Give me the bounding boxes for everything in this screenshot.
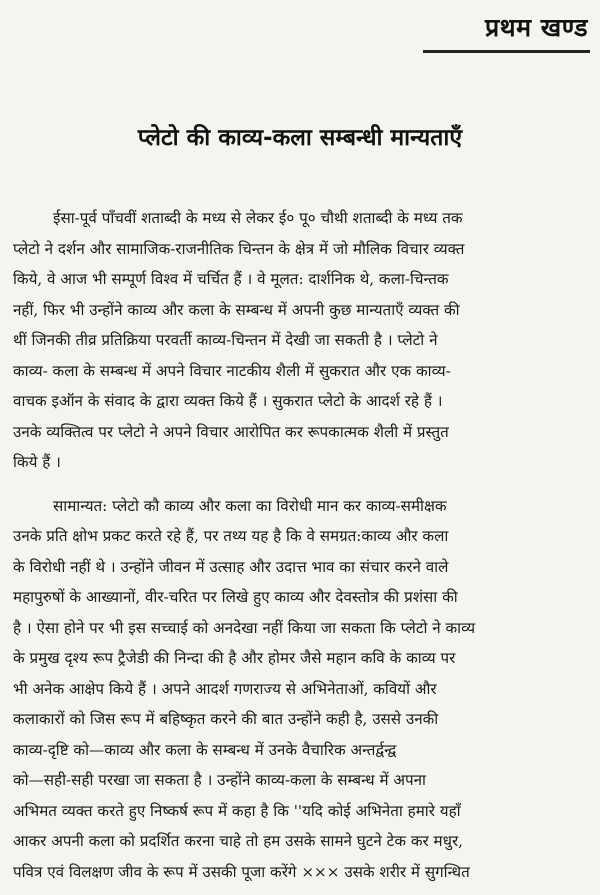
chapter-title: प्लेटो की काव्य-कला सम्बन्धी मान्यताएँ [137,125,463,151]
text-line: अभिमत व्यक्त करते हुए निष्कर्ष रूप में कहा है कि ''यदि कोई अभिनेता हमारे यहाँ [13,801,461,820]
section-divider [423,50,590,53]
paragraph-2 [13,491,585,888]
body-text [13,203,585,887]
text-line: वाचक इऑन के संवाद के द्वारा व्यक्त किये हैं । सुकरात प्लेटो के आदर्श रहे हैं । [13,392,443,410]
text-line: थीं जिनकी तीव्र प्रतिक्रिया परवर्ती काव्य-चिन्तन में देखी जा सकती है । प्लेटो ने [13,331,438,349]
text-line: के विरोधी नहीं थे । उन्होंने जीवन में उत्साह और उदात्त भाव का संचार करने वाले [13,557,449,576]
text-line: कलाकारों को जिस रूप में बहिष्कृत करने की बात उन्होंने कही है, उससे उनकी [13,710,439,728]
text-line: भी अनेक आक्षेप किये हैं । अपने आदर्श गणराज्य से अभिनेताओं, कवियों और [13,679,437,698]
text-line: आकर अपनी कला को प्रदर्शित करना चाहे तो हम उसके सामने घुटने टेक कर मधुर, [13,832,463,850]
text-line: किये, वे आज भी सम्पूर्ण विश्व में चर्चित हैं । वे मूलत: दार्शनिक थे, कला-चिन्तक [13,270,449,288]
text-line: सामान्यत: प्लेटो कौ काव्य और कला का विरोधी मान कर काव्य-समीक्षक [53,496,447,515]
paragraph-spacer [13,478,585,491]
text-line: ईसा-पूर्व पाँचवीं शताब्दी के मध्य से लेकर ई० पू० चौथी शताब्दी के मध्य तक [53,209,463,227]
text-line: है । ऐसा होने पर भी इस सच्चाई को अनदेखा नहीं किया जा सकता कि प्लेटो ने काव्य [13,618,476,637]
text-line: काव्य-दृष्टि को—काव्य और कला के सम्बन्ध में उनके वैचारिक अन्तर्द्वन्द्व [13,740,397,759]
text-line: को—सही-सही परखा जा सकता है । उन्होंने काव्य-कला के सम्बन्ध में अपना [13,771,426,789]
text-line: उनके व्यक्तित्व पर प्लेटो ने अपने विचार आरोपित कर रूपकात्मक शैली में प्रस्तुत [13,422,449,441]
text-line: काव्य- कला के सम्बन्ध में अपने विचार नाटकीय शैली में सुकरात और एक काव्य- [13,361,451,380]
section-label: प्रथम खण्ड [484,13,588,42]
text-line: महापुरुषों के आख्यानों, वीर-चरित पर लिखे हुए काव्य और देवस्तोत्र की प्रशंसा की [13,588,458,606]
text-line: किये हैं । [13,453,61,471]
text-line: पवित्र एवं विलक्षण जीव के रूप में उसकी पूजा करेंगे ××× उसके शरीर में सुगन्धित [13,862,470,881]
text-line: के प्रमुख दृश्य रूप ट्रैजेडी की निन्दा की है और होमर जैसे महान कवि के काव्य पर [13,649,456,667]
text-line: नहीं, फिर भी उन्होंने काव्य और कला के सम्बन्ध में अपनी कुछ मान्यताएँ व्यक्त की [13,300,460,319]
text-line: उनके प्रति क्षोभ प्रकट करते रहे हैं, पर तथ्य यह है कि वे समग्रत:काव्य और कला [13,527,449,545]
paragraph-1 [13,203,585,478]
text-line: प्लेटो ने दर्शन और सामाजिक-राजनीतिक चिन्तन के क्षेत्र में जो मौलिक विचार व्यक्त [13,239,465,258]
